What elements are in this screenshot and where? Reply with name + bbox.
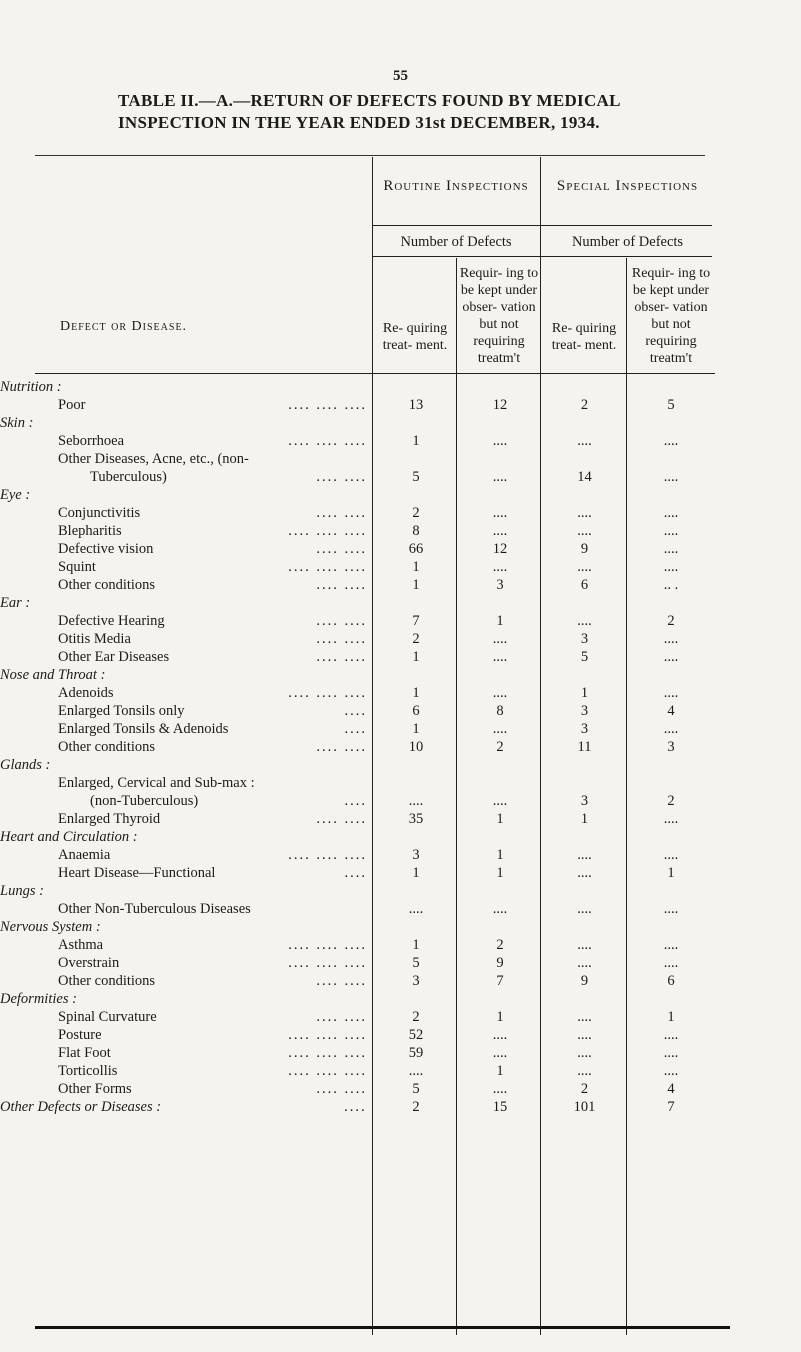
table-row: [0, 900, 716, 918]
row-label: [0, 648, 375, 666]
table-row: [0, 1080, 716, 1098]
leader-dots: .... ....: [316, 1081, 367, 1097]
routine-treatment-cell: 7: [412, 613, 420, 629]
routine-treatment-cell: 1: [412, 559, 420, 575]
routine-treatment-cell: 2: [412, 1099, 420, 1115]
table-category-row: [0, 666, 716, 684]
routine-observation-cell: 1: [496, 1063, 504, 1079]
table-row: [0, 864, 716, 882]
table-category-row: [0, 486, 716, 504]
table-row: [0, 936, 716, 954]
row-label: [0, 468, 375, 486]
special-treatment-cell: ....: [577, 1063, 592, 1079]
routine-treatment-cell: 2: [412, 1009, 420, 1025]
special-observation-cell: ....: [663, 649, 679, 665]
row-label: [0, 702, 375, 720]
table-row: [0, 954, 716, 972]
row-label: [0, 504, 375, 522]
special-observation-cell: ....: [663, 901, 679, 917]
special-observation-cell: ....: [663, 847, 679, 863]
table-row: [0, 630, 716, 648]
table-row: [0, 432, 716, 450]
routine-treatment-cell: ....: [408, 793, 424, 809]
row-label: [0, 432, 375, 450]
routine-treatment-cell: 1: [412, 721, 420, 737]
special-observation-cell: 4: [667, 1081, 675, 1097]
header-bottom-rule: [35, 373, 715, 374]
special-treatment-cell: 1: [580, 685, 589, 701]
row-label: [0, 864, 375, 882]
row-label-text: Enlarged Tonsils & Adenoids: [58, 721, 229, 737]
routine-observation-cell: ....: [492, 685, 508, 701]
table-row: [0, 450, 716, 468]
routine-observation-cell: 1: [496, 811, 504, 827]
row-label: [0, 576, 375, 594]
special-observation-cell: ....: [663, 631, 679, 647]
leader-dots: .... ....: [316, 649, 367, 665]
leader-dots: .... ....: [316, 811, 367, 827]
routine-observation-cell: ....: [492, 1045, 508, 1061]
row-label-text: Asthma: [58, 937, 104, 953]
row-label: [0, 684, 375, 702]
header-top-rule: [35, 155, 705, 156]
routine-treatment-cell: [375, 450, 457, 468]
table-row: [0, 648, 716, 666]
table-row: [0, 522, 716, 540]
routine-treatment-cell: ....: [408, 901, 424, 917]
table-row: [0, 612, 716, 630]
routine-observation-cell: ....: [492, 721, 508, 737]
table-category-row: [0, 882, 716, 900]
special-observation-cell: 6: [667, 973, 675, 989]
row-label: [0, 972, 375, 990]
special-requiring-treatment-header: Re- quiring treat- ment.: [551, 321, 617, 353]
category-label: Nose and Throat :: [0, 667, 106, 683]
table-title-line-2: INSPECTION IN THE YEAR ENDED 31st DECEMBER, 1934.: [118, 113, 600, 132]
row-label: [0, 1044, 375, 1062]
table-row: [0, 774, 716, 792]
row-label-text: Torticollis: [58, 1063, 118, 1079]
routine-treatment-cell: 13: [408, 397, 424, 413]
special-observation-cell: 2: [667, 793, 675, 809]
special-treatment-cell: 101: [573, 1099, 596, 1115]
special-treatment-cell: ....: [577, 865, 592, 881]
row-label: [0, 414, 716, 432]
row-label-text: Adenoids: [58, 685, 114, 701]
special-observation-cell: ....: [663, 523, 679, 539]
special-treatment-cell: 1: [580, 811, 589, 827]
special-observation-cell: 5: [667, 397, 675, 413]
table-row: [0, 792, 716, 810]
special-treatment-cell: 2: [580, 1081, 589, 1097]
special-treatment-cell: 9: [580, 541, 589, 557]
leader-dots: ....: [344, 703, 367, 719]
leader-dots: .... ....: [316, 577, 367, 593]
category-label: Skin :: [0, 415, 34, 431]
special-observation-cell: .. .: [663, 577, 679, 593]
routine-observation-cell: ....: [492, 505, 508, 521]
routine-observation-cell: 1: [496, 865, 504, 881]
row-label: [0, 900, 375, 918]
table-row: [0, 738, 716, 756]
row-label: [0, 828, 716, 846]
routine-treatment-cell: [375, 774, 457, 792]
leader-dots: ....: [344, 1099, 367, 1115]
special-observation-cell: ....: [663, 1027, 679, 1043]
routine-treatment-cell: 6: [412, 703, 420, 719]
row-label-text: Flat Foot: [58, 1045, 111, 1061]
column-divider-2-header: [456, 258, 457, 374]
row-label: [0, 540, 375, 558]
column-divider-4-header: [626, 258, 627, 374]
routine-treatment-cell: 3: [412, 847, 420, 863]
row-label: [0, 612, 375, 630]
table-row: [0, 1098, 716, 1116]
routine-observation-cell: 2: [496, 739, 504, 755]
routine-treatment-cell: ....: [408, 1063, 424, 1079]
row-label-text: (non-Tuberculous): [90, 793, 199, 809]
row-label: [0, 666, 716, 684]
row-label: [0, 558, 375, 576]
row-label-text: Posture: [58, 1027, 102, 1043]
table-row: [0, 720, 716, 738]
routine-observation-cell: ....: [492, 649, 508, 665]
row-label: [0, 1008, 375, 1026]
header-rule-inspections: [372, 225, 712, 226]
leader-dots: .... ....: [316, 1009, 367, 1025]
special-observation-cell: 7: [667, 1099, 675, 1115]
routine-observation-cell: 2: [496, 937, 504, 953]
routine-observation-cell: 9: [496, 955, 504, 971]
row-label-text: Poor: [58, 397, 86, 413]
routine-treatment-cell: 52: [408, 1027, 424, 1043]
special-number-of-defects: Number of Defects: [571, 234, 684, 250]
table-row: [0, 504, 716, 522]
category-label: Ear :: [0, 595, 31, 611]
special-treatment-cell: ....: [577, 901, 592, 917]
leader-dots: .... .... ....: [288, 1045, 367, 1061]
special-observation-cell: ....: [663, 541, 679, 557]
row-label: [0, 792, 375, 810]
leader-dots: .... ....: [316, 613, 367, 629]
routine-treatment-cell: 10: [408, 739, 424, 755]
special-observation-cell: [626, 774, 716, 792]
row-label-text: Defective vision: [58, 541, 154, 557]
special-treatment-cell: [543, 774, 626, 792]
special-treatment-cell: 14: [577, 469, 592, 485]
table-category-row: [0, 594, 716, 612]
category-label: Lungs :: [0, 883, 44, 899]
special-treatment-cell: ....: [577, 433, 592, 449]
row-label: [0, 882, 716, 900]
row-label-text: Heart Disease—Functional: [58, 865, 216, 881]
leader-dots: .... .... ....: [288, 1027, 367, 1043]
special-observation-cell: ....: [663, 955, 679, 971]
routine-treatment-cell: 66: [408, 541, 424, 557]
routine-inspections-header: Routine Inspections: [383, 178, 529, 194]
row-label: [0, 990, 716, 1008]
table-category-row: [0, 918, 716, 936]
special-treatment-cell: 5: [580, 649, 589, 665]
special-treatment-cell: ....: [577, 559, 592, 575]
routine-treatment-cell: 5: [412, 1081, 420, 1097]
row-label: [0, 810, 375, 828]
row-label: [0, 450, 375, 468]
special-treatment-cell: 3: [580, 793, 589, 809]
special-treatment-cell: ....: [577, 505, 592, 521]
leader-dots: .... ....: [316, 541, 367, 557]
row-label-text: Enlarged Thyroid: [58, 811, 161, 827]
leader-dots: .... ....: [316, 739, 367, 755]
row-label: [0, 846, 375, 864]
special-treatment-cell: 11: [577, 739, 592, 755]
routine-observation-cell: 12: [492, 397, 508, 413]
special-observation-cell: 1: [667, 865, 675, 881]
special-treatment-cell: 2: [580, 397, 589, 413]
routine-treatment-cell: 35: [408, 811, 424, 827]
table-row: [0, 972, 716, 990]
routine-observation-cell: 7: [496, 973, 504, 989]
special-observation-cell: ....: [663, 1063, 679, 1079]
routine-treatment-cell: 3: [412, 973, 420, 989]
category-label: Nutrition :: [0, 379, 62, 395]
routine-treatment-cell: 1: [412, 649, 420, 665]
row-label-text: Enlarged Tonsils only: [58, 703, 185, 719]
row-label: [0, 378, 716, 396]
routine-observation-cell: ....: [492, 523, 508, 539]
row-label: [0, 594, 716, 612]
row-label-text: Seborrhoea: [58, 433, 125, 449]
routine-treatment-cell: 1: [412, 433, 420, 449]
table-row: [0, 576, 716, 594]
special-treatment-cell: 9: [580, 973, 589, 989]
row-label: [0, 954, 375, 972]
row-label: [0, 630, 375, 648]
routine-treatment-cell: 5: [412, 955, 420, 971]
leader-dots: .... ....: [316, 631, 367, 647]
row-label: [0, 486, 716, 504]
table-category-row: [0, 414, 716, 432]
category-label: Heart and Circulation :: [0, 829, 138, 845]
row-label-text: Blepharitis: [58, 523, 122, 539]
table-row: [0, 1026, 716, 1044]
special-observation-cell: 4: [667, 703, 675, 719]
routine-observation-cell: ....: [492, 433, 508, 449]
routine-treatment-cell: 59: [408, 1045, 424, 1061]
special-treatment-cell: 3: [580, 703, 589, 719]
table-row: [0, 684, 716, 702]
row-label-text: Anaemia: [58, 847, 111, 863]
routine-number-of-defects: Number of Defects: [400, 234, 512, 250]
routine-treatment-cell: 5: [412, 469, 420, 485]
routine-observation-cell: 1: [496, 613, 504, 629]
routine-observation-cell: [457, 450, 543, 468]
leader-dots: .... .... ....: [288, 433, 367, 449]
table-category-row: [0, 828, 716, 846]
leader-dots: .... .... ....: [288, 937, 367, 953]
special-observation-cell: ....: [663, 433, 679, 449]
table-row: [0, 540, 716, 558]
special-treatment-cell: ....: [577, 955, 592, 971]
special-observation-cell: ....: [663, 469, 679, 485]
row-label-text: Other Diseases, Acne, etc., (non-: [58, 451, 249, 467]
special-treatment-cell: 6: [580, 577, 589, 593]
row-label: [0, 756, 716, 774]
defects-table: [0, 378, 716, 1116]
leader-dots: .... .... ....: [288, 1063, 367, 1079]
routine-treatment-cell: 1: [412, 937, 420, 953]
special-inspections-header: Special Inspections: [556, 178, 699, 194]
routine-observation-cell: 1: [496, 1009, 504, 1025]
special-treatment-cell: ....: [577, 613, 592, 629]
special-observation-cell: ....: [663, 937, 679, 953]
row-label: [0, 1026, 375, 1044]
routine-treatment-cell: 1: [412, 865, 420, 881]
row-label-text: Enlarged, Cervical and Sub-max :: [58, 775, 255, 791]
routine-observation-cell: 15: [492, 1099, 508, 1115]
routine-observation-cell: ....: [492, 1081, 508, 1097]
leader-dots: ....: [344, 865, 367, 881]
row-label-text: Overstrain: [58, 955, 120, 971]
row-label-text: Other conditions: [58, 577, 156, 593]
special-observation-cell: ....: [663, 559, 679, 575]
routine-treatment-cell: 1: [412, 577, 420, 593]
row-label-text: Conjunctivitis: [58, 505, 141, 521]
special-observation-cell: ....: [663, 1045, 679, 1061]
row-label: [0, 1098, 375, 1116]
leader-dots: .... .... ....: [288, 397, 367, 413]
row-label: [0, 738, 375, 756]
routine-observation-cell: 1: [496, 847, 504, 863]
row-label-text: Otitis Media: [58, 631, 131, 647]
special-observation-cell: [626, 450, 716, 468]
row-label: [0, 396, 375, 414]
header-rule-number: [372, 256, 712, 257]
special-treatment-cell: [543, 450, 626, 468]
row-label-text: Other Non-Tuberculous Diseases: [58, 901, 251, 917]
special-observation-cell: ....: [663, 505, 679, 521]
table-row: [0, 810, 716, 828]
special-treatment-cell: ....: [577, 523, 592, 539]
special-observation-cell: ....: [663, 685, 679, 701]
routine-observation-cell: 12: [492, 541, 508, 557]
row-label: [0, 720, 375, 738]
table-row: [0, 558, 716, 576]
table-category-row: [0, 378, 716, 396]
table-row: [0, 1062, 716, 1080]
table-row: [0, 468, 716, 486]
row-label-text: Other Forms: [58, 1081, 132, 1097]
leader-dots: .... .... ....: [288, 847, 367, 863]
routine-treatment-cell: 2: [412, 631, 420, 647]
table-category-row: [0, 756, 716, 774]
routine-observation-cell: ....: [492, 559, 508, 575]
special-observation-cell: 1: [667, 1009, 675, 1025]
table-row: [0, 1044, 716, 1062]
special-treatment-cell: ....: [577, 1009, 592, 1025]
row-label-text: Squint: [58, 559, 96, 575]
special-treatment-cell: ....: [577, 847, 592, 863]
category-label: Eye :: [0, 487, 31, 503]
routine-observation-cell: ....: [492, 469, 508, 485]
table-row: [0, 396, 716, 414]
row-label-text: Other conditions: [58, 739, 156, 755]
leader-dots: .... .... ....: [288, 955, 367, 971]
routine-observation-cell: 8: [496, 703, 504, 719]
table-title-line-1: TABLE II.—A.—RETURN OF DEFECTS FOUND BY MEDICAL: [118, 91, 621, 110]
special-treatment-cell: 3: [580, 721, 589, 737]
special-observation-cell: ....: [663, 721, 679, 737]
routine-treatment-cell: 8: [412, 523, 420, 539]
table-bottom-rule: [35, 1326, 730, 1329]
leader-dots: ....: [344, 721, 367, 737]
leader-dots: .... .... ....: [288, 523, 367, 539]
leader-dots: .... .... ....: [288, 559, 367, 575]
special-treatment-cell: ....: [577, 1027, 592, 1043]
special-observation-cell: 2: [667, 613, 675, 629]
routine-requiring-treatment-header: Re- quiring treat- ment.: [382, 321, 448, 353]
row-label: [0, 522, 375, 540]
row-label: [0, 918, 716, 936]
routine-observation-cell: 3: [496, 577, 504, 593]
table-row: [0, 702, 716, 720]
routine-requiring-observation-header: Requir- ing to be kept under obser- vation but not requiring treatm't: [459, 266, 539, 366]
row-label: [0, 1080, 375, 1098]
category-label: Deformities :: [0, 991, 77, 1007]
routine-treatment-cell: 1: [412, 685, 420, 701]
leader-dots: .... .... ....: [288, 685, 367, 701]
table-row: [0, 1008, 716, 1026]
routine-observation-cell: [457, 774, 543, 792]
routine-observation-cell: ....: [492, 631, 508, 647]
row-label-text: Tuberculous): [90, 469, 167, 485]
row-label: [0, 936, 375, 954]
table-row: [0, 846, 716, 864]
special-treatment-cell: 3: [580, 631, 589, 647]
routine-observation-cell: ....: [492, 1027, 508, 1043]
special-observation-cell: ....: [663, 811, 679, 827]
routine-observation-cell: ....: [492, 793, 508, 809]
routine-treatment-cell: 2: [412, 505, 420, 521]
leader-dots: .... ....: [316, 505, 367, 521]
row-label-text: Other conditions: [58, 973, 156, 989]
table-category-row: [0, 990, 716, 1008]
row-label: [0, 1062, 375, 1080]
defect-or-disease-header: Defect or Disease.: [60, 319, 188, 334]
special-observation-cell: 3: [667, 739, 675, 755]
special-requiring-observation-header: Requir- ing to be kept under obser- vation but not requiring treatm't: [631, 266, 711, 366]
leader-dots: ....: [344, 793, 367, 809]
category-label: Nervous System :: [0, 919, 101, 935]
row-label-text: Other Defects or Diseases :: [0, 1099, 162, 1115]
leader-dots: .... ....: [316, 973, 367, 989]
special-treatment-cell: ....: [577, 1045, 592, 1061]
category-label: Glands :: [0, 757, 51, 773]
routine-observation-cell: ....: [492, 901, 508, 917]
row-label-text: Spinal Curvature: [58, 1009, 157, 1025]
table-title: [118, 90, 798, 134]
special-treatment-cell: ....: [577, 937, 592, 953]
row-label-text: Defective Hearing: [58, 613, 165, 629]
row-label: [0, 774, 375, 792]
leader-dots: .... ....: [316, 469, 367, 485]
row-label-text: Other Ear Diseases: [58, 649, 170, 665]
page-number: 55: [393, 68, 408, 84]
